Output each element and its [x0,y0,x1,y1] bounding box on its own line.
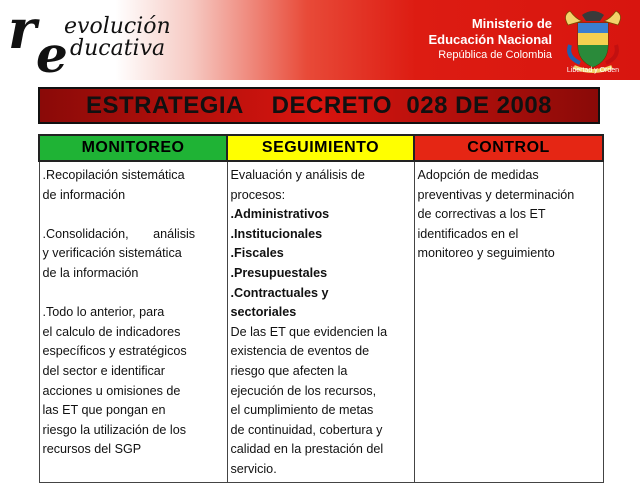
revolucion-educativa-logo [6,0,181,84]
monitoreo-line: el calculo de indicadores [42,324,181,339]
seguimiento-line: De las ET que evidencien la [230,324,388,339]
strategy-table [38,134,604,483]
column-header-monitoreo: MONITOREO [39,135,227,161]
column-header-seguimiento: SEGUIMIENTO [227,135,414,161]
seguimiento-line: de continuidad, cobertura y [230,422,383,437]
ministry-line-2: Educación Nacional [428,32,552,47]
monitoreo-line: del sector e identificar [42,363,166,378]
monitoreo-line: recursos del SGP [42,442,142,457]
monitoreo-line: de información [42,187,126,202]
monitoreo-line: .Consolidación, análisis [42,226,196,241]
control-line: preventivas y determinación [417,187,575,202]
logo-big-e: e [36,25,68,84]
seguimiento-line: .Contractuales y [230,285,329,300]
seguimiento-line: el cumplimiento de metas [230,403,374,418]
header-banner [0,0,640,84]
monitoreo-line: de la información [42,265,139,280]
table-row [39,161,603,483]
control-line: monitoreo y seguimiento [417,246,555,261]
monitoreo-line: y verificación sistemática [42,246,182,261]
monitoreo-cell [39,161,227,483]
seguimiento-cell [227,161,414,483]
motto-text: Libertad y Orden [566,67,620,74]
seguimiento-line: riesgo que afecten la [230,363,348,378]
monitoreo-line: específicos y estratégicos [42,344,187,359]
strategy-title: ESTRATEGIA DECRETO 028 DE 2008 [85,91,553,119]
control-line: de correctivas a los ET [417,207,546,222]
monitoreo-line: .Recopilación sistemática [42,168,185,182]
ministry-line-1: Ministerio de [471,16,552,31]
seguimiento-line: Evaluación y análisis de [230,168,365,182]
monitoreo-line: riesgo la utilización de los [42,422,187,437]
seguimiento-line: existencia de eventos de [230,344,370,359]
seguimiento-line: sectoriales [230,305,297,320]
seguimiento-line: .Institucionales [230,226,323,241]
control-cell [414,161,603,483]
ministry-line-3: República de Colombia [438,49,552,61]
control-line: Adopción de medidas [417,168,539,182]
monitoreo-line: las ET que pongan en [42,403,166,418]
monitoreo-line: acciones u omisiones de [42,383,181,398]
table-header-row [39,135,603,161]
ministry-name [428,16,552,62]
seguimiento-line: .Presupuestales [230,265,328,280]
seguimiento-line: calidad en la prestación del [230,442,384,457]
logo-big-r: r [8,0,37,61]
seguimiento-line: ejecución de los recursos, [230,383,377,398]
column-header-control: CONTROL [414,135,603,161]
monitoreo-line: .Todo lo anterior, para [42,305,165,320]
logo-line-1: evolución [64,14,171,39]
strategy-title-bar [38,87,600,124]
control-line: identificados en el [417,226,519,241]
seguimiento-line: .Fiscales [230,246,284,261]
seguimiento-line: procesos: [230,187,286,202]
logo-line-2: ducativa [70,36,166,61]
seguimiento-line: .Administrativos [230,207,330,222]
seguimiento-line: servicio. [230,461,277,476]
